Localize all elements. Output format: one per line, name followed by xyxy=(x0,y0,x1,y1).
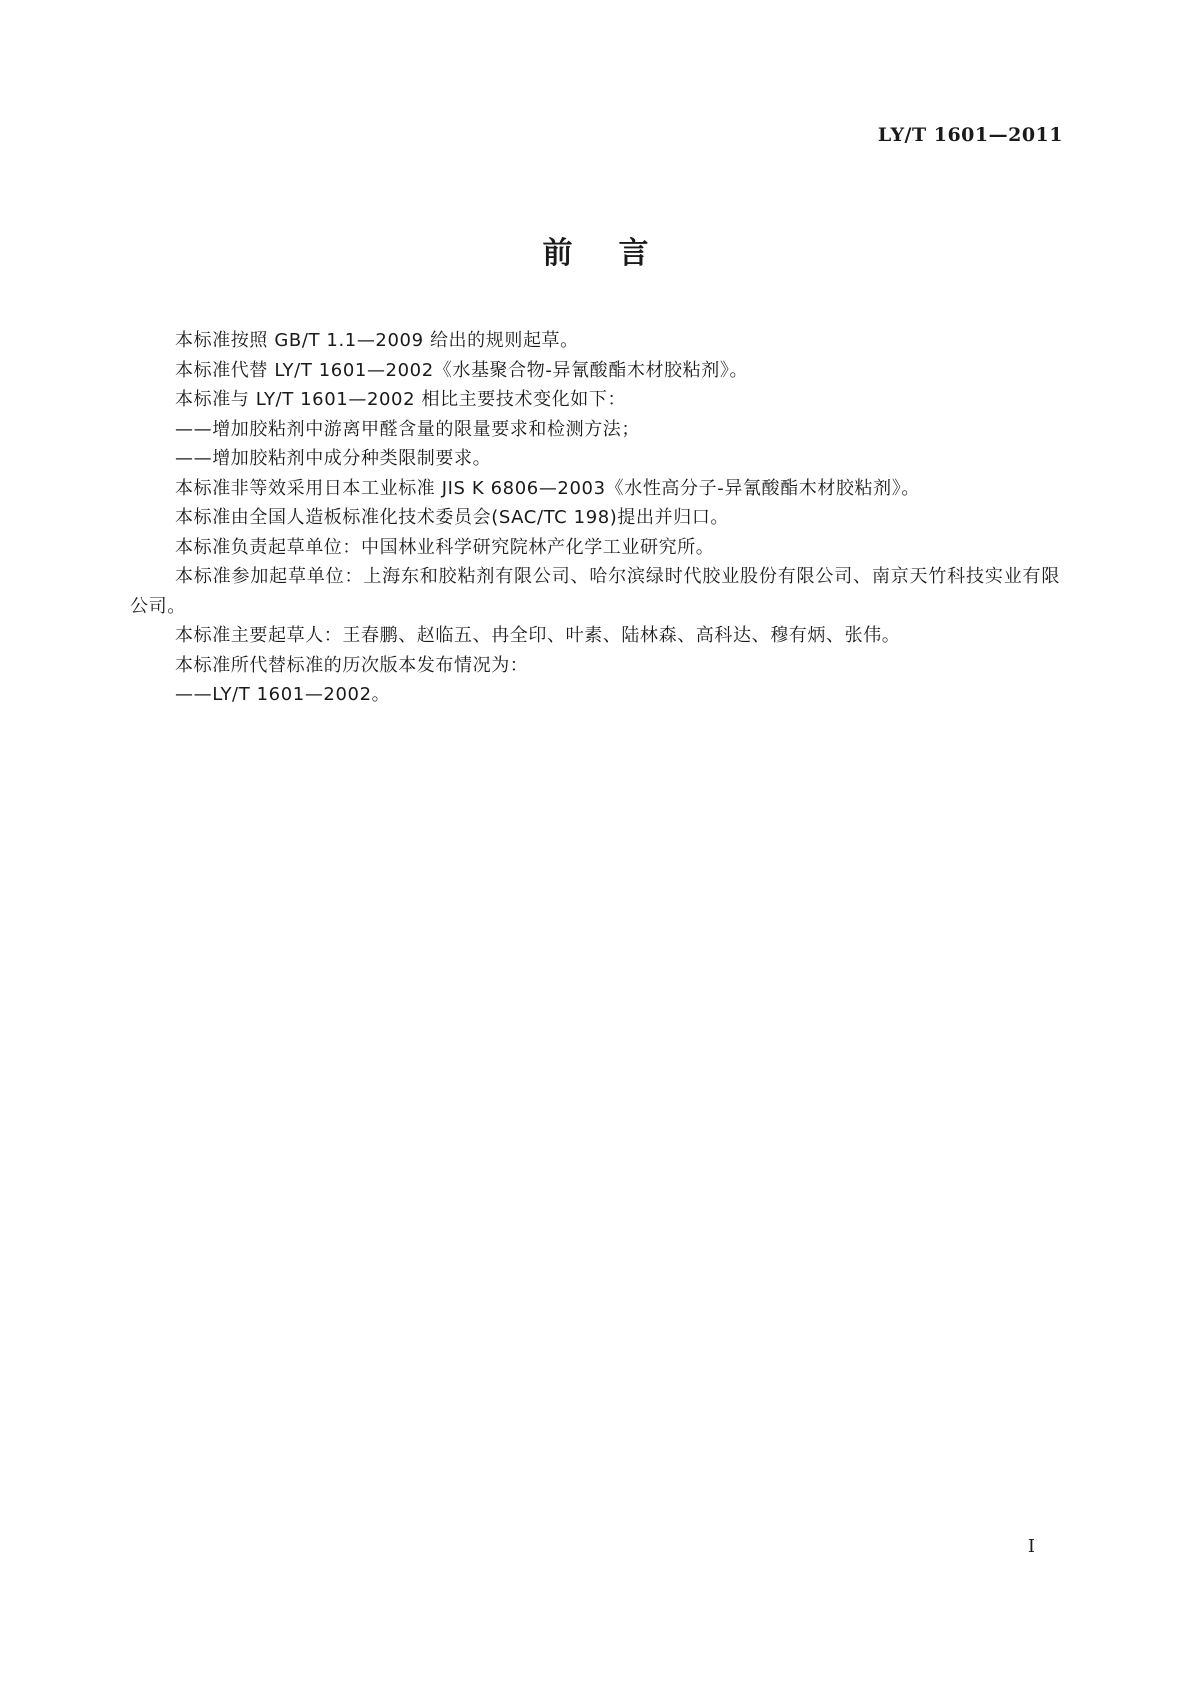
page-number: I xyxy=(1027,1536,1035,1557)
list-item: ——LY/T 1601—2002。 xyxy=(175,684,391,705)
paragraph: 本标准主要起草人：王春鹏、赵临五、冉全印、叶素、陆林森、高科达、穆有炳、张伟。 xyxy=(175,625,901,646)
page-title: 前言 xyxy=(542,236,695,271)
standard-number: LY/T 1601—2011 xyxy=(877,124,1063,146)
foreword-body xyxy=(130,326,1060,710)
paragraph: 本标准负责起草单位：中国林业科学研究院林产化学工业研究所。 xyxy=(175,536,715,558)
paragraph: 本标准按照 GB/T 1.1—2009 给出的规则起草。 xyxy=(175,330,579,351)
paragraph: 本标准由全国人造板标准化技术委员会(SAC/TC 198)提出并归口。 xyxy=(175,507,730,528)
paragraph: 本标准代替 LY/T 1601—2002《水基聚合物-异氰酸酯木材胶粘剂》。 xyxy=(175,359,749,381)
paragraph: 本标准参加起草单位：上海东和胶粘剂有限公司、哈尔滨绿时代胶业股份有限公司、南京天竹科技实业有限公司。 xyxy=(130,566,1060,617)
list-item: ——增加胶粘剂中游离甲醛含量的限量要求和检测方法； xyxy=(175,418,640,440)
paragraph: 本标准所代替标准的历次版本发布情况为： xyxy=(175,654,529,676)
paragraph: 本标准与 LY/T 1601—2002 相比主要技术变化如下： xyxy=(175,389,627,410)
paragraph: 本标准非等效采用日本工业标准 JIS K 6806—2003《水性高分子-异氰酸酯木材胶粘剂》。 xyxy=(175,477,920,499)
list-item: ——增加胶粘剂中成分种类限制要求。 xyxy=(175,448,492,469)
